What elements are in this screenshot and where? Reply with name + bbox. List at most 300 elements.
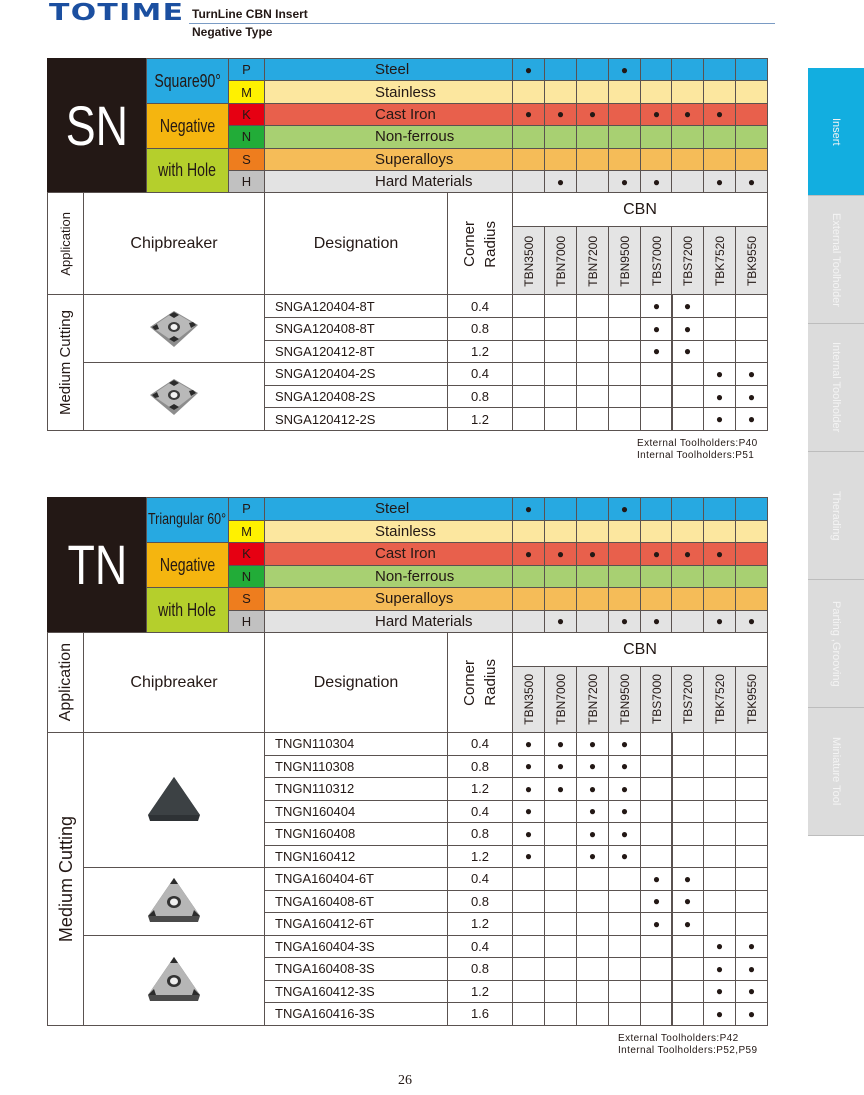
- suitability-dot-icon: ●: [524, 501, 533, 516]
- sn-grade-cell: [576, 340, 609, 364]
- tn-grade-cell: [671, 1002, 704, 1026]
- suitability-dot-icon: ●: [715, 614, 724, 629]
- tn-material-cell: [703, 520, 736, 544]
- tn-grade-cell: [735, 755, 768, 779]
- sn-material-cell: [576, 170, 609, 193]
- square-insert-2s-icon: [83, 362, 265, 431]
- tn-material-cell: [544, 587, 577, 611]
- sn-material-cell: [512, 80, 545, 103]
- tn-corner-radius: 1.2: [447, 980, 513, 1004]
- sn-grade-header: TBS7000: [640, 226, 673, 295]
- sn-material-cell: [640, 103, 673, 126]
- solid-triangle-insert-icon: [83, 732, 265, 868]
- availability-dot-icon: ●: [556, 759, 565, 774]
- sn-grade-cell: [735, 317, 768, 341]
- sn-grade-cell: [735, 362, 768, 386]
- tn-grade-cell: [608, 935, 641, 959]
- availability-dot-icon: ●: [683, 299, 692, 314]
- tn-designation-header: Designation: [264, 632, 448, 733]
- tn-grade-cell: [544, 867, 577, 891]
- sn-grade-cell: [512, 340, 545, 364]
- tn-material-cell: [576, 565, 609, 589]
- tn-grade-cell: [703, 980, 736, 1004]
- tn-grade-cell: [576, 957, 609, 981]
- sn-material-cell: [512, 103, 545, 126]
- tn-material-hard-materials: Hard Materials: [264, 610, 513, 634]
- sn-grade-cell: [608, 407, 641, 431]
- tn-external-note: External Toolholders:P42: [618, 1033, 739, 1044]
- availability-dot-icon: ●: [683, 321, 692, 336]
- tn-material-cell: [576, 587, 609, 611]
- tn-grade-cell: [512, 890, 545, 914]
- tn-grade-cell: [512, 755, 545, 779]
- tn-grade-cell: [544, 800, 577, 824]
- availability-dot-icon: ●: [556, 736, 565, 751]
- sn-grade-cell: [576, 407, 609, 431]
- header-divider: [189, 23, 775, 24]
- suitability-dot-icon: ●: [652, 614, 661, 629]
- tn-grade-cell: [608, 822, 641, 846]
- sn-corner-radius: 0.8: [447, 317, 513, 341]
- tn-grade-cell: [640, 845, 673, 869]
- sn-material-cell: [576, 80, 609, 103]
- availability-dot-icon: ●: [747, 366, 756, 381]
- triangle-insert-3s-icon: [83, 935, 265, 1026]
- sn-grade-cell: [703, 385, 736, 409]
- tab-therading[interactable]: [808, 452, 864, 580]
- sn-material-cell: [671, 103, 704, 126]
- sn-grade-cell: [703, 294, 736, 318]
- availability-dot-icon: ●: [715, 961, 724, 976]
- tn-grade-cell: [671, 980, 704, 1004]
- page-number: 26: [398, 1073, 412, 1088]
- availability-dot-icon: ●: [747, 984, 756, 999]
- tn-designation: TNGA160412-6T: [264, 912, 448, 936]
- tn-corner-radius: 1.2: [447, 777, 513, 801]
- tn-grade-header: TBS7000: [640, 666, 673, 733]
- sn-material-cell: [512, 170, 545, 193]
- sn-hole-label: with Hole: [146, 148, 229, 194]
- sn-material-cell: [703, 80, 736, 103]
- tn-material-cell: [671, 542, 704, 566]
- tn-grade-cell: [703, 935, 736, 959]
- tn-designation: TNGA160404-3S: [264, 935, 448, 959]
- tn-grade-header: TBK9550: [735, 666, 768, 733]
- tn-grade-cell: [608, 867, 641, 891]
- catalog-title: TurnLine CBN Insert: [192, 7, 308, 21]
- suitability-dot-icon: ●: [747, 614, 756, 629]
- sn-grade-cell: [671, 340, 704, 364]
- tn-material-cell: [703, 610, 736, 634]
- sn-material-cell: [640, 125, 673, 148]
- tn-grade-cell: [640, 732, 673, 756]
- sn-grade-header: TBK7520: [703, 226, 736, 295]
- availability-dot-icon: ●: [620, 804, 629, 819]
- tn-grade-cell: [671, 867, 704, 891]
- tn-grade-cell: [544, 1002, 577, 1026]
- tn-cbn-header: CBN: [512, 632, 768, 667]
- tn-grade-cell: [544, 890, 577, 914]
- tn-grade-cell: [703, 1002, 736, 1026]
- sn-grade-cell: [640, 340, 673, 364]
- sn-material-cell: [544, 148, 577, 171]
- suitability-dot-icon: ●: [556, 174, 565, 189]
- suitability-dot-icon: ●: [620, 501, 629, 516]
- sn-designation-header: Designation: [264, 192, 448, 295]
- tn-chipbreaker-header: Chipbreaker: [83, 632, 265, 733]
- sn-material-superalloys: Superalloys: [264, 148, 513, 171]
- availability-dot-icon: ●: [524, 804, 533, 819]
- tn-grade-cell: [735, 777, 768, 801]
- tn-grade-cell: [608, 912, 641, 936]
- tn-material-cell: [512, 587, 545, 611]
- sn-material-hard-materials: Hard Materials: [264, 170, 513, 193]
- tn-application-cell: Medium Cutting: [47, 732, 84, 1026]
- availability-dot-icon: ●: [715, 984, 724, 999]
- tn-material-cell: [608, 497, 641, 521]
- tn-material-cell: [640, 587, 673, 611]
- availability-dot-icon: ●: [588, 804, 597, 819]
- sn-material-cell: [703, 148, 736, 171]
- sn-grade-cell: [544, 294, 577, 318]
- tn-grade-cell: [703, 912, 736, 936]
- tn-grade-cell: [735, 822, 768, 846]
- tab-label: Internal Toolholder: [830, 342, 842, 433]
- sn-internal-note: Internal Toolholders:P51: [637, 450, 755, 461]
- sn-grade-cell: [544, 340, 577, 364]
- sn-grade-cell: [735, 340, 768, 364]
- suitability-dot-icon: ●: [588, 107, 597, 122]
- tn-material-cell: [512, 542, 545, 566]
- tn-material-cell: [735, 542, 768, 566]
- sn-material-cell: [576, 148, 609, 171]
- sn-grade-cell: [544, 407, 577, 431]
- tn-hole-label: with Hole: [146, 587, 229, 633]
- tn-grade-cell: [544, 755, 577, 779]
- tn-material-stainless: Stainless: [264, 520, 513, 544]
- tn-grade-cell: [512, 822, 545, 846]
- availability-dot-icon: ●: [747, 961, 756, 976]
- availability-dot-icon: ●: [588, 826, 597, 841]
- sn-material-cell: [735, 170, 768, 193]
- tn-grade-cell: [608, 980, 641, 1004]
- tn-iso-s: S: [228, 587, 265, 611]
- availability-dot-icon: ●: [524, 781, 533, 796]
- sn-grade-cell: [576, 294, 609, 318]
- tab-external-toolholder[interactable]: [808, 196, 864, 324]
- tn-grade-cell: [640, 777, 673, 801]
- tn-grade-cell: [703, 822, 736, 846]
- sn-material-cell: [640, 80, 673, 103]
- availability-dot-icon: ●: [652, 321, 661, 336]
- sn-shape-label: Square90°: [146, 58, 229, 104]
- tn-material-cell: [544, 565, 577, 589]
- tn-grade-cell: [608, 957, 641, 981]
- sn-grade-cell: [608, 385, 641, 409]
- sn-grade-header: TBN7000: [544, 226, 577, 295]
- sn-material-cell: [703, 170, 736, 193]
- sn-grade-cell: [544, 317, 577, 341]
- sn-material-cell: [640, 148, 673, 171]
- availability-dot-icon: ●: [683, 871, 692, 886]
- tn-material-cell: [608, 587, 641, 611]
- sn-material-cell: [512, 58, 545, 81]
- tn-material-cell: [512, 610, 545, 634]
- tn-corner-radius: 1.6: [447, 1002, 513, 1026]
- tn-grade-cell: [576, 912, 609, 936]
- sn-grade-header: TBN3500: [512, 226, 545, 295]
- suitability-dot-icon: ●: [683, 107, 692, 122]
- sn-grade-cell: [512, 317, 545, 341]
- tn-material-cell: [576, 610, 609, 634]
- tn-material-cell: [544, 610, 577, 634]
- tn-internal-note: Internal Toolholders:P52,P59: [618, 1045, 758, 1056]
- tn-grade-cell: [512, 1002, 545, 1026]
- sn-code-box: [47, 58, 147, 193]
- tn-grade-cell: [544, 845, 577, 869]
- tn-iso-h: H: [228, 610, 265, 634]
- tn-grade-cell: [512, 980, 545, 1004]
- tab-internal-toolholder[interactable]: [808, 324, 864, 452]
- suitability-dot-icon: ●: [620, 174, 629, 189]
- availability-dot-icon: ●: [715, 412, 724, 427]
- sn-grade-cell: [544, 385, 577, 409]
- suitability-dot-icon: ●: [715, 174, 724, 189]
- tn-grade-cell: [608, 845, 641, 869]
- tn-material-cell: [640, 565, 673, 589]
- tn-grade-cell: [544, 777, 577, 801]
- tn-corner-radius: 0.4: [447, 732, 513, 756]
- radius-label: Radius: [482, 220, 499, 268]
- tn-material-cell: [512, 520, 545, 544]
- tn-material-superalloys: Superalloys: [264, 587, 513, 611]
- tn-grade-cell: [608, 800, 641, 824]
- sn-grade-cell: [640, 385, 673, 409]
- tn-grade-cell: [640, 822, 673, 846]
- tn-designation: TNGN110308: [264, 755, 448, 779]
- sn-grade-cell: [608, 294, 641, 318]
- tn-designation: TNGN160404: [264, 800, 448, 824]
- corner-label: Corner: [461, 659, 478, 706]
- sn-iso-n: N: [228, 125, 265, 148]
- availability-dot-icon: ●: [683, 916, 692, 931]
- tn-type-label: Negative: [146, 542, 229, 588]
- sn-designation: SNGA120412-2S: [264, 407, 448, 431]
- sn-grade-cell: [703, 407, 736, 431]
- availability-dot-icon: ●: [588, 759, 597, 774]
- tn-grade-cell: [640, 912, 673, 936]
- tn-grade-cell: [512, 957, 545, 981]
- tn-iso-k: K: [228, 542, 265, 566]
- suitability-dot-icon: ●: [715, 107, 724, 122]
- tn-code: TN: [67, 533, 127, 596]
- sn-designation: SNGA120412-8T: [264, 340, 448, 364]
- sn-material-cell: [671, 148, 704, 171]
- tn-application-header: Application: [47, 632, 84, 733]
- tn-grade-cell: [671, 890, 704, 914]
- tn-grade-cell: [640, 935, 673, 959]
- tab-miniature-tool[interactable]: [808, 708, 864, 836]
- sn-corner-radius: 1.2: [447, 407, 513, 431]
- tn-material-cell: [608, 610, 641, 634]
- sn-material-cell: [576, 103, 609, 126]
- tn-corner-radius: 0.8: [447, 822, 513, 846]
- tn-material-cell: [640, 520, 673, 544]
- tn-grade-cell: [576, 732, 609, 756]
- tn-grade-cell: [576, 777, 609, 801]
- tn-grade-cell: [608, 777, 641, 801]
- suitability-dot-icon: ●: [556, 614, 565, 629]
- tn-grade-cell: [512, 732, 545, 756]
- sn-material-cell: [671, 170, 704, 193]
- sn-material-cell: [735, 125, 768, 148]
- tn-grade-cell: [671, 957, 704, 981]
- tn-grade-cell: [640, 867, 673, 891]
- totime-logo: [49, 0, 185, 26]
- suitability-dot-icon: ●: [556, 546, 565, 561]
- sn-material-cell: [671, 125, 704, 148]
- tn-grade-header: TBN3500: [512, 666, 545, 733]
- tab-label: Parting ,Grooving: [830, 600, 842, 687]
- tn-material-cell: [576, 542, 609, 566]
- sn-material-cell: [735, 148, 768, 171]
- tn-grade-cell: [671, 732, 704, 756]
- sn-grade-cell: [671, 385, 704, 409]
- availability-dot-icon: ●: [524, 759, 533, 774]
- tn-corner-radius: 0.8: [447, 755, 513, 779]
- sn-grade-cell: [735, 385, 768, 409]
- sn-toolholder-notes: [637, 438, 758, 462]
- sn-grade-header: TBS7200: [671, 226, 704, 295]
- sn-material-cell: [640, 58, 673, 81]
- tn-grade-cell: [703, 732, 736, 756]
- availability-dot-icon: ●: [747, 939, 756, 954]
- tn-grade-cell: [640, 800, 673, 824]
- tn-grade-cell: [544, 822, 577, 846]
- tn-grade-cell: [576, 867, 609, 891]
- tn-grade-cell: [576, 890, 609, 914]
- sn-grade-cell: [608, 340, 641, 364]
- sn-grade-cell: [608, 362, 641, 386]
- sn-material-non-ferrous: Non-ferrous: [264, 125, 513, 148]
- sn-iso-s: S: [228, 148, 265, 171]
- sn-grade-cell: [671, 294, 704, 318]
- tn-corner-radius: 0.4: [447, 867, 513, 891]
- sn-iso-k: K: [228, 103, 265, 126]
- tab-insert[interactable]: [808, 68, 864, 196]
- availability-dot-icon: ●: [747, 389, 756, 404]
- tn-grade-cell: [512, 777, 545, 801]
- tn-grade-cell: [671, 935, 704, 959]
- sn-grade-cell: [512, 294, 545, 318]
- tn-corner-radius: 0.4: [447, 800, 513, 824]
- tn-grade-cell: [512, 845, 545, 869]
- tab-parting-grooving[interactable]: [808, 580, 864, 708]
- availability-dot-icon: ●: [556, 781, 565, 796]
- availability-dot-icon: ●: [620, 759, 629, 774]
- tn-grade-cell: [608, 1002, 641, 1026]
- sn-material-cell: [544, 170, 577, 193]
- sn-material-cell: [608, 58, 641, 81]
- tn-corner-radius: 0.8: [447, 957, 513, 981]
- sn-iso-p: P: [228, 58, 265, 81]
- sn-material-cell: [671, 80, 704, 103]
- tn-material-cell: [640, 497, 673, 521]
- suitability-dot-icon: ●: [683, 546, 692, 561]
- sn-application-header: Application: [47, 192, 84, 295]
- availability-dot-icon: ●: [652, 871, 661, 886]
- availability-dot-icon: ●: [620, 736, 629, 751]
- sn-material-cell: [608, 125, 641, 148]
- tn-grade-cell: [512, 800, 545, 824]
- tn-grade-cell: [735, 980, 768, 1004]
- suitability-dot-icon: ●: [620, 614, 629, 629]
- sn-material-cell: [544, 80, 577, 103]
- tn-corner-radius: 1.2: [447, 845, 513, 869]
- sn-grade-cell: [576, 317, 609, 341]
- sn-material-cell: [671, 58, 704, 81]
- tn-material-cell: [735, 520, 768, 544]
- sn-material-cell: [512, 125, 545, 148]
- sn-material-cell: [735, 103, 768, 126]
- sn-designation: SNGA120408-2S: [264, 385, 448, 409]
- availability-dot-icon: ●: [652, 299, 661, 314]
- availability-dot-icon: ●: [747, 412, 756, 427]
- tn-insert-table: [47, 497, 767, 1026]
- suitability-dot-icon: ●: [652, 546, 661, 561]
- tn-material-cell: [671, 565, 704, 589]
- availability-dot-icon: ●: [588, 736, 597, 751]
- tn-grade-cell: [671, 912, 704, 936]
- tn-grade-cell: [735, 800, 768, 824]
- sn-grade-cell: [576, 385, 609, 409]
- tn-grade-cell: [735, 1002, 768, 1026]
- tn-grade-cell: [671, 800, 704, 824]
- tn-grade-cell: [544, 732, 577, 756]
- availability-dot-icon: ●: [588, 781, 597, 796]
- sn-iso-h: H: [228, 170, 265, 193]
- tn-grade-header: TBN7200: [576, 666, 609, 733]
- suitability-dot-icon: ●: [652, 107, 661, 122]
- suitability-dot-icon: ●: [747, 174, 756, 189]
- tn-material-cell: [671, 610, 704, 634]
- sn-material-cell: [544, 103, 577, 126]
- suitability-dot-icon: ●: [524, 107, 533, 122]
- availability-dot-icon: ●: [652, 894, 661, 909]
- tn-grade-cell: [703, 957, 736, 981]
- sn-grade-cell: [640, 362, 673, 386]
- tn-material-cell: [512, 565, 545, 589]
- sn-material-steel: Steel: [264, 58, 513, 81]
- tn-designation: TNGA160408-3S: [264, 957, 448, 981]
- tn-grade-cell: [640, 755, 673, 779]
- availability-dot-icon: ●: [524, 849, 533, 864]
- suitability-dot-icon: ●: [524, 62, 533, 77]
- sn-corner-radius: 1.2: [447, 340, 513, 364]
- sn-corner-radius: 0.4: [447, 362, 513, 386]
- sn-grade-header: TBN9500: [608, 226, 641, 295]
- sn-grade-cell: [671, 362, 704, 386]
- tn-material-cell: [703, 565, 736, 589]
- sn-grade-cell: [735, 407, 768, 431]
- availability-dot-icon: ●: [620, 781, 629, 796]
- sn-material-cell: [703, 58, 736, 81]
- tn-grade-cell: [703, 755, 736, 779]
- tn-grade-cell: [576, 755, 609, 779]
- tn-grade-cell: [640, 980, 673, 1004]
- tab-label: External Toolholder: [830, 212, 842, 307]
- availability-dot-icon: ●: [683, 894, 692, 909]
